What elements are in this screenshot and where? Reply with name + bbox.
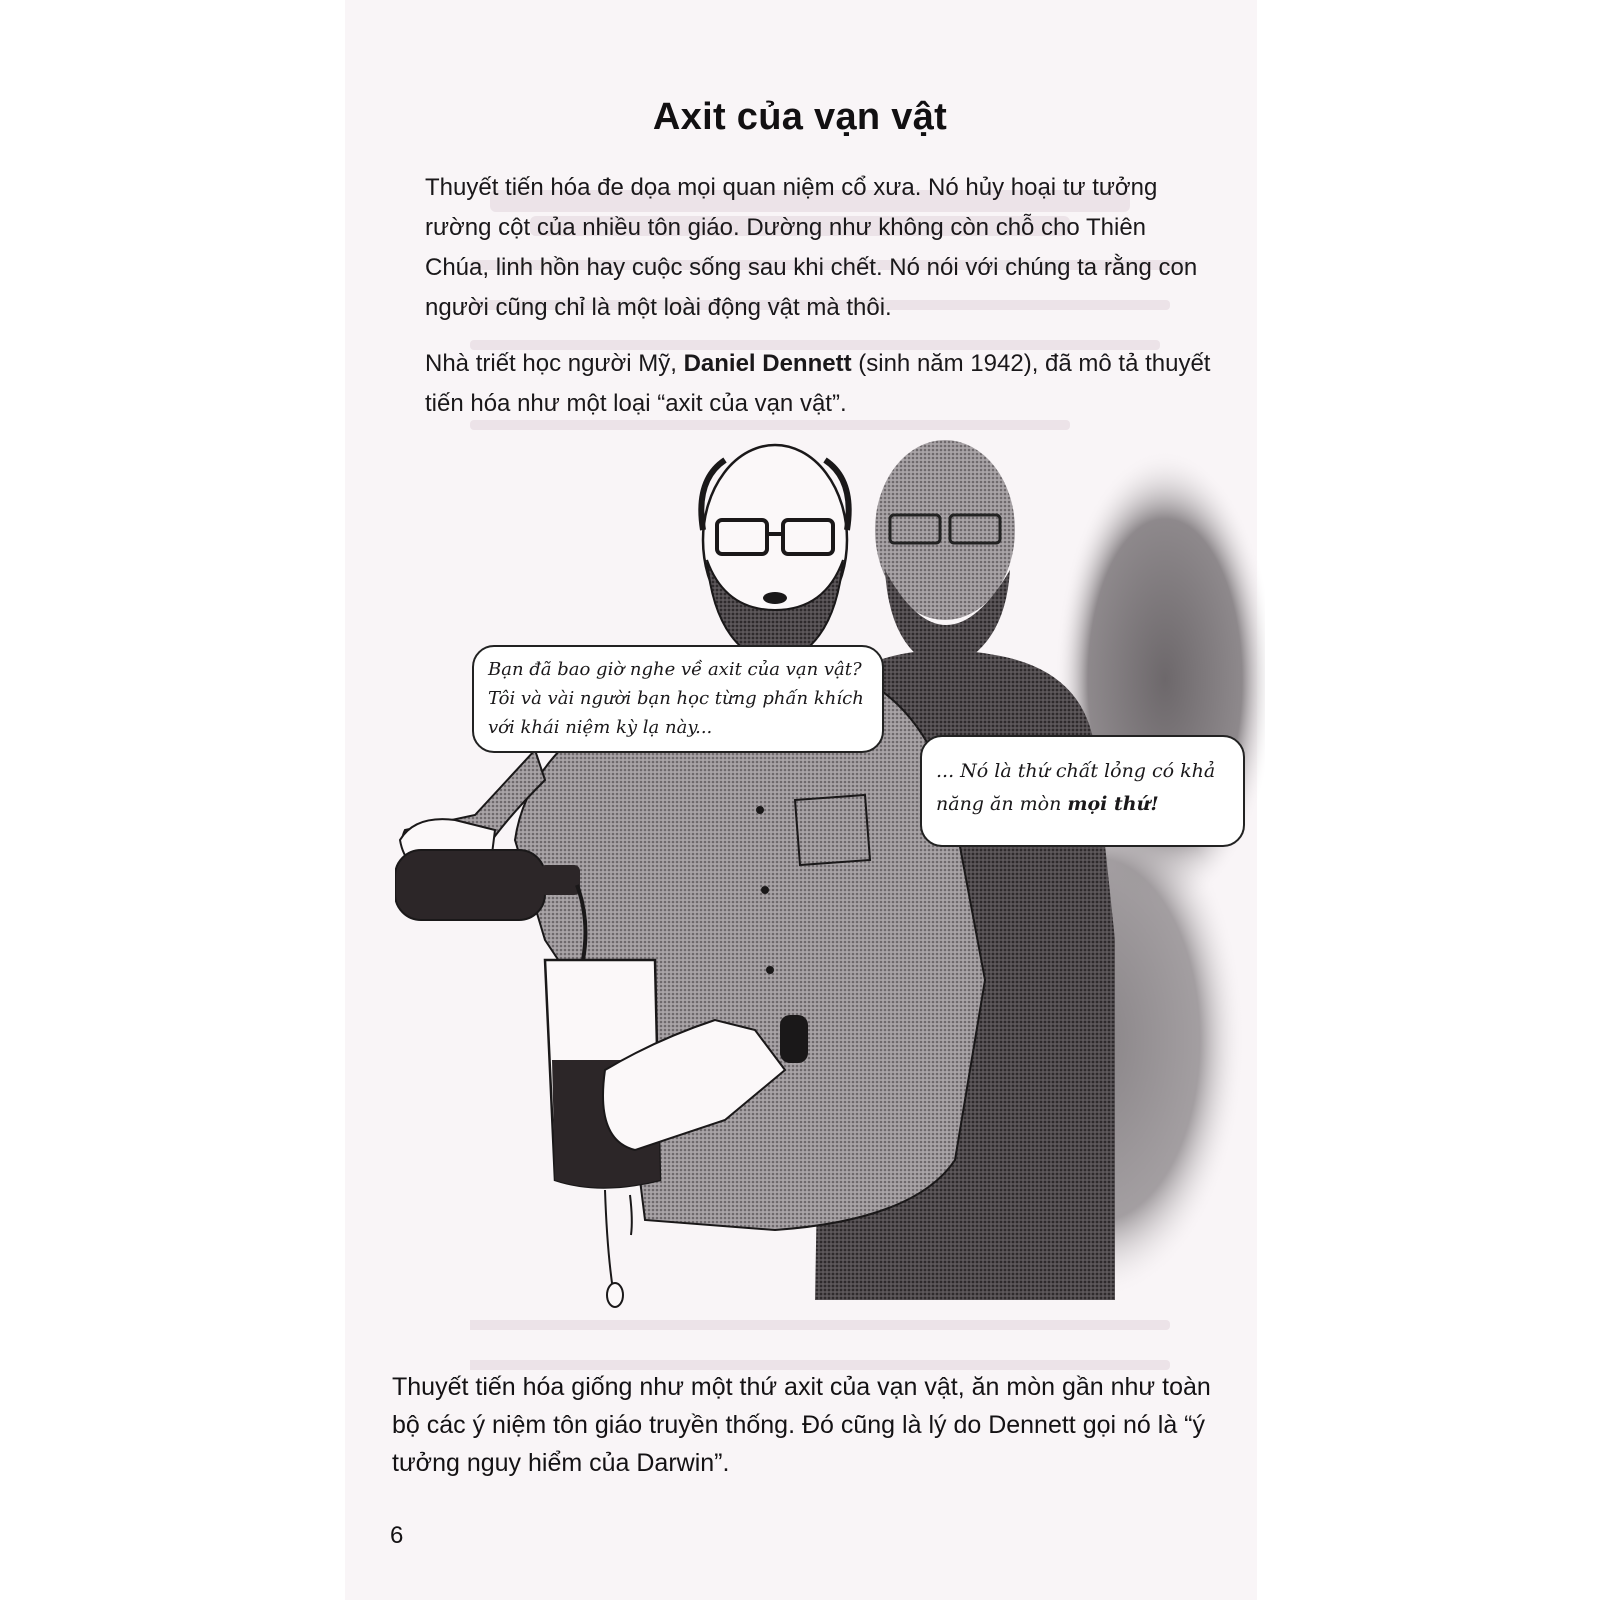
speech-bubble-answer-text: ... Nó là thứ chất lỏng có khả năng ăn mòn	[936, 760, 1216, 815]
speech-bubble-answer	[920, 735, 1245, 847]
page-number: 6	[390, 1522, 404, 1549]
speech-bubble-question: Bạn đã bao giờ nghe về axit của vạn vật? Tôi và vài người bạn học từng phấn khích với khái niệm kỳ lạ này...	[472, 645, 884, 753]
conclusion-paragraph: Thuyết tiến hóa giống như một thứ axit của vạn vật, ăn mòn gần như toàn bộ các ý niệm tôn giáo truyền thống. Đó cũng là lý do Dennett gọi nó là “ý tưởng nguy hiểm của Darwin”.	[392, 1373, 1211, 1477]
page-title: Axit của vạn vật	[652, 96, 948, 138]
intro-paragraph: Thuyết tiến hóa đe dọa mọi quan niệm cổ xưa. Nó hủy hoại tư tưởng rường cột của nhiều tôn giáo. Dường như không còn chỗ cho Thiên Chúa, linh hồn hay cuộc sống sau khi chết. Nó nói với chúng ta rằng con người cũng chỉ là một loài động vật mà thôi.	[425, 174, 1198, 321]
speech-bubble-answer-emphasis: mọi thứ!	[1067, 793, 1159, 815]
dennett-paragraph-after: (sinh năm 1942), đã mô tả thuyết tiến hóa như một loại “axit của vạn vật”.	[425, 350, 1211, 417]
dennett-name: Daniel Dennett	[683, 350, 852, 377]
dennett-paragraph	[425, 344, 1215, 424]
dennett-pouring-acid-illustration	[395, 420, 1265, 1350]
dennett-paragraph-before: Nhà triết học người Mỹ,	[425, 350, 684, 377]
